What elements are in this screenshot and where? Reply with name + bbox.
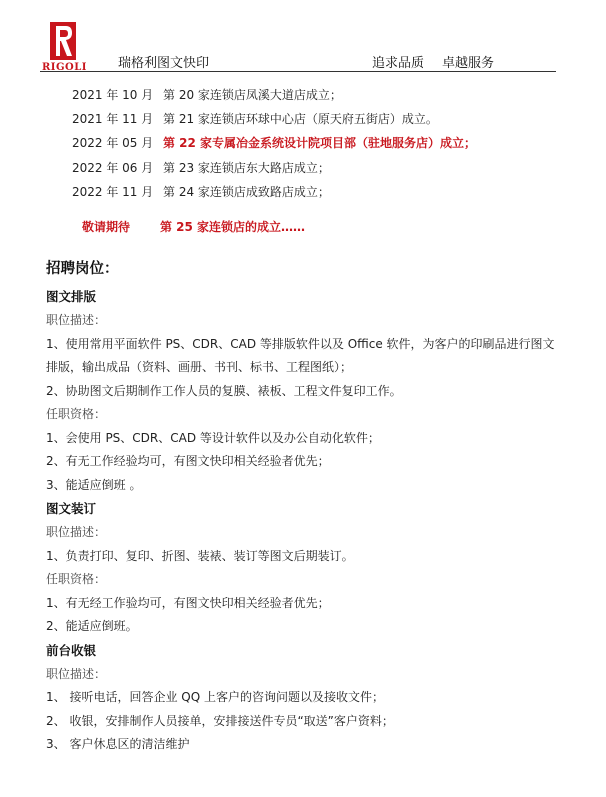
- requirement-item: 1、会使用 PS、CDR、CAD 等设计软件以及办公自动化软件；: [46, 430, 380, 445]
- job-title: 图文装订: [46, 501, 97, 516]
- timeline-row: [0, 107, 606, 131]
- logo-wordmark: RIGOLI: [42, 62, 87, 73]
- timeline-text: 第 23 家连锁店东大路店成立；: [163, 160, 330, 175]
- teaser-text: 第 25 家连锁店的成立……: [160, 220, 306, 234]
- timeline-date: 2021 年 11 月: [72, 112, 154, 127]
- company-logo: [42, 22, 87, 73]
- timeline-date: 2021 年 10 月: [72, 88, 154, 102]
- store-timeline: [0, 83, 606, 204]
- recruitment-section: [46, 255, 566, 757]
- requirement-item: 1、有无经工作验均可，有图文快印相关经验者优先；: [46, 595, 330, 610]
- teaser-label: 敬请期待: [82, 220, 131, 234]
- timeline-row: [0, 180, 606, 204]
- timeline-row: [0, 83, 606, 107]
- requirement-item: 2、能适应倒班。: [46, 619, 138, 633]
- duty-item: 2、协助图文后期制作工作人员的复膜、裱板、工程文件复印工作。: [46, 383, 402, 398]
- requirement-item: 3、能适应倒班 。: [46, 477, 142, 492]
- timeline-text: 第 21 家连锁店环球中心店（原天府五街店）成立。: [163, 112, 438, 127]
- company-name: 瑞格利图文快印: [118, 56, 210, 71]
- timeline-text: 第 20 家连锁店凤溪大道店成立；: [163, 88, 342, 102]
- slogan-service: 卓越服务: [442, 56, 495, 71]
- duty-item: 3、 客户休息区的清洁维护: [46, 737, 190, 751]
- requirement-label: 任职资格：: [46, 572, 107, 586]
- rigoli-logo-icon: [50, 22, 76, 60]
- timeline-row-highlight: [0, 131, 606, 155]
- duty-label: 职位描述：: [46, 666, 107, 681]
- duty-item: 1、 接听电话，回答企业 QQ 上客户的咨询问题以及接收文件；: [46, 690, 384, 704]
- slogan-quality: 追求品质: [372, 56, 425, 71]
- timeline-row: [0, 156, 606, 180]
- duty-label: 职位描述：: [46, 313, 107, 327]
- timeline-date: 2022 年 05 月: [72, 136, 154, 151]
- duty-item: 1、使用常用平面软件 PS、CDR、CAD 等排版软件以及 Office 软件，为客户的印刷品进行图文排版，输出成品（资料、画册、书刊、标书、工程图纸）；: [46, 336, 555, 374]
- requirement-item: 2、有无工作经验均可，有图文快印相关经验者优先；: [46, 454, 330, 468]
- job-title: 图文排版: [46, 289, 97, 304]
- job-title: 前台收银: [46, 642, 97, 658]
- timeline-date: 2022 年 06 月: [72, 160, 154, 175]
- requirement-label: 任职资格：: [46, 407, 107, 421]
- section-title: 招聘岗位：: [46, 261, 119, 277]
- duty-item: 2、 收银，安排制作人员接单，安排接送件专员“取送”客户资料；: [46, 713, 394, 728]
- timeline-text: 第 22 家专属冶金系统设计院项目部（驻地服务店）成立；: [163, 136, 477, 151]
- duty-item: 1、负责打印、复印、折图、装裱、装订等图文后期装订。: [46, 548, 354, 563]
- timeline-date: 2022 年 11 月: [72, 184, 154, 199]
- header-divider: [40, 71, 556, 72]
- duty-label: 职位描述：: [46, 525, 107, 539]
- timeline-text: 第 24 家连锁店成致路店成立；: [163, 184, 330, 199]
